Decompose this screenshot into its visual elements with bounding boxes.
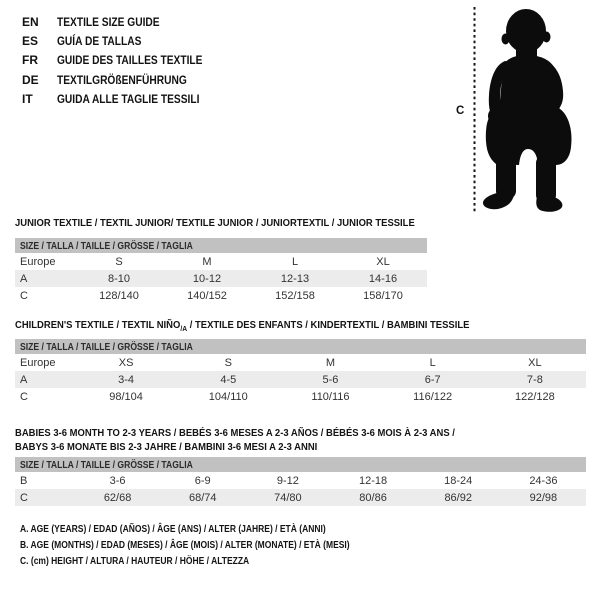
language-title: GUIDE DES TAILLES TEXTILE (57, 53, 203, 68)
table-cell: XS (118, 356, 134, 369)
table-cell: 80/86 (330, 489, 415, 506)
table-cell: 140/152 (187, 289, 227, 302)
table-cell: S (115, 255, 123, 268)
language-code: IT (22, 91, 33, 106)
junior-size-table (15, 238, 427, 304)
legend-line-b: B. AGE (MONTHS) / EDAD (MESES) / ÂGE (MOIS) / ALTER (MONATE) / ETÀ (MESI) (20, 540, 350, 551)
language-code: ES (22, 33, 39, 48)
table-cell: 116/122 (413, 390, 453, 403)
row-label: A (15, 270, 75, 287)
table-cell: 6-7 (382, 371, 484, 388)
table-cell: 62/68 (75, 489, 160, 506)
table-cell: 14-16 (339, 270, 427, 287)
table-cell: 110/116 (311, 390, 350, 403)
size-header-bar (15, 339, 586, 354)
table-cell: 7-8 (484, 371, 586, 388)
language-code: EN (22, 14, 39, 29)
table-cell: 6-9 (194, 474, 211, 487)
table-row (15, 253, 427, 270)
language-row-it (22, 89, 228, 108)
table-cell: XL (528, 356, 542, 369)
table-cell: 92/98 (501, 489, 586, 506)
language-row-en (22, 12, 228, 31)
table-row (15, 287, 427, 304)
language-code: FR (22, 53, 38, 68)
language-row-es (22, 31, 228, 50)
size-header-label: SIZE / TALLA / TAILLE / GRÖSSE / TAGLIA (20, 239, 193, 252)
row-label: C (20, 289, 28, 302)
size-header-bar (15, 457, 586, 472)
table-row (15, 270, 427, 287)
table-row (15, 371, 586, 388)
measurement-legend (20, 524, 408, 572)
table-cell: 5-6 (279, 371, 381, 388)
size-header-bar (15, 238, 427, 253)
height-dashed-line-icon (473, 7, 477, 213)
children-size-table (15, 339, 586, 405)
table-row (15, 388, 586, 405)
babies-size-table (15, 457, 586, 506)
table-cell: M (325, 356, 336, 369)
table-cell: 86/92 (416, 489, 501, 506)
row-label: Europe (20, 255, 56, 268)
row-label: C (15, 489, 75, 506)
table-cell: XL (376, 255, 390, 268)
children-table-title: CHILDREN'S TEXTILE / TEXTIL $NIÑO_{/A}$ / TEXTILE DES ENFANTS / KINDERTEXTIL / BAMBINI TESSILE (15, 319, 470, 334)
language-row-de (22, 70, 228, 89)
language-list (22, 12, 228, 108)
table-cell: 8-10 (75, 270, 163, 287)
table-cell: 128/140 (99, 289, 139, 302)
table-cell: 152/158 (275, 289, 315, 302)
table-cell: 104/110 (208, 390, 248, 403)
babies-table-title: BABIES 3-6 MONTH TO 2-3 YEARS / BEBÉS 3-6 MESES A 2-3 AÑOS / BÉBÉS 3-6 MOIS À 2-3 ANS / BABYS 3-6 MONATE BIS 2-3 JAHRE / BAMBINI 3-6 MESI A 2-3 ANNI (15, 427, 455, 453)
table-cell: 4-5 (177, 371, 279, 388)
table-cell: L (291, 255, 299, 268)
row-label: B (20, 474, 28, 487)
table-cell: 98/104 (109, 390, 143, 403)
table-cell: 12-18 (358, 474, 388, 487)
table-cell: 12-13 (251, 270, 339, 287)
legend-line-a: A. AGE (YEARS) / EDAD (AÑOS) / ÂGE (ANS) / ALTER (JAHRE) / ETÀ (ANNI) (20, 524, 326, 535)
table-cell: L (429, 356, 436, 369)
table-row (15, 472, 586, 489)
table-cell: 122/128 (514, 390, 555, 403)
junior-table-title: JUNIOR TEXTILE / TEXTIL JUNIOR/ TEXTILE JUNIOR / JUNIORTEXTIL / JUNIOR TESSILE (15, 217, 415, 229)
table-cell: 158/170 (363, 289, 403, 302)
language-title: TEXTILGRÖßENFÜHRUNG (57, 72, 187, 87)
row-label: Europe (20, 356, 56, 369)
language-title: TEXTILE SIZE GUIDE (57, 14, 160, 29)
toddler-silhouette-icon (479, 3, 579, 215)
table-cell: 9-12 (276, 474, 299, 487)
table-row (15, 489, 586, 506)
language-title: GUÍA DE TALLAS (57, 33, 142, 48)
height-marker-label: C (456, 105, 465, 117)
language-title: GUIDA ALLE TAGLIE TESSILI (57, 91, 200, 106)
table-row (15, 354, 586, 371)
row-label: C (20, 390, 28, 403)
table-cell: 74/80 (245, 489, 330, 506)
table-cell: 3-4 (75, 371, 177, 388)
table-cell: 10-12 (163, 270, 251, 287)
language-code: DE (22, 72, 39, 87)
row-label: A (15, 371, 75, 388)
table-cell: 18-24 (444, 474, 473, 487)
table-cell: M (202, 255, 212, 268)
size-header-label: SIZE / TALLA / TAILLE / GRÖSSE / TAGLIA (20, 340, 193, 353)
table-cell: 68/74 (160, 489, 245, 506)
legend-line-c: C. (cm) HEIGHT / ALTURA / HAUTEUR / HÖHE / ALTEZZA (20, 556, 250, 567)
table-cell: S (224, 356, 232, 369)
table-cell: 24-36 (529, 474, 558, 487)
language-row-fr (22, 51, 228, 70)
table-cell: 3-6 (109, 474, 126, 487)
size-header-label: SIZE / TALLA / TAILLE / GRÖSSE / TAGLIA (20, 458, 193, 471)
